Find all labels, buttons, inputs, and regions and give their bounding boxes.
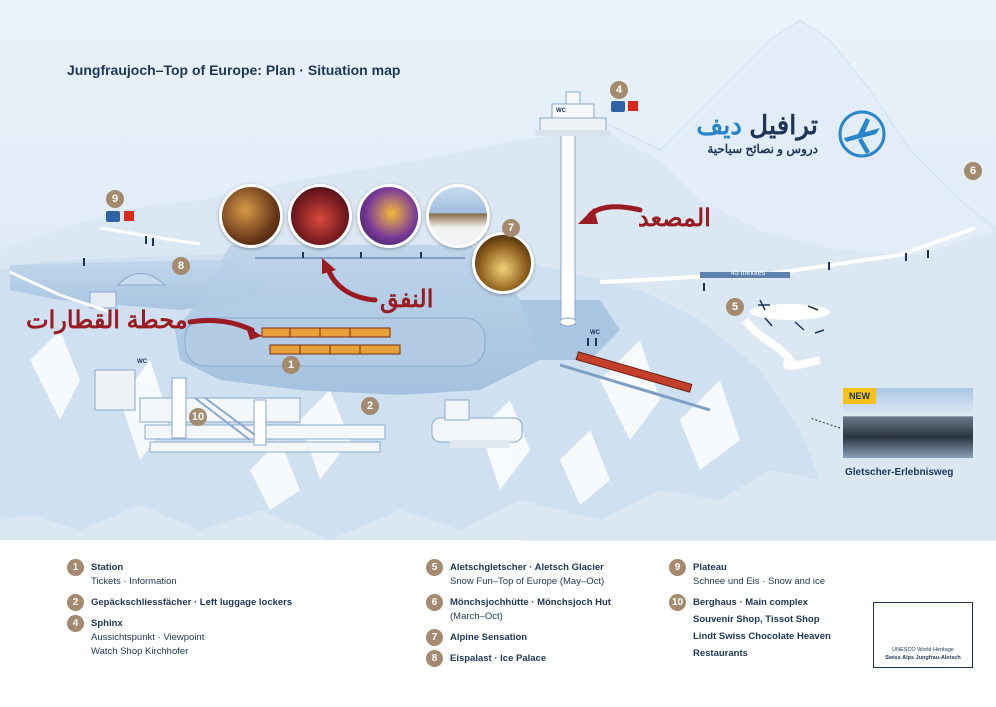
swiss-flag-icon <box>628 101 638 111</box>
map-badge-4: 4 <box>610 81 628 99</box>
unesco-line-2: Swiss Alps Jungfrau-Aletsch <box>885 655 961 661</box>
photo-snow-globe <box>472 232 534 294</box>
legend-number: 4 <box>67 615 84 632</box>
elevator-shaft <box>561 120 575 325</box>
legend-subtitle: Watch Shop Kirchhofer <box>91 646 189 657</box>
legend-item-6 <box>426 596 656 624</box>
legend-item-5 <box>426 561 656 589</box>
train-lower <box>270 345 400 354</box>
legend-subtitle: (March–Oct) <box>450 611 503 622</box>
annotation-elevator: المصعد <box>638 205 711 232</box>
legend-title: Sphinx <box>91 618 123 629</box>
wc-label: WC <box>590 330 600 336</box>
legend-title: Berghaus · Main complex <box>693 597 809 608</box>
legend-item-7 <box>426 631 656 645</box>
legend-subtitle: Lindt Swiss Chocolate Heaven <box>693 631 831 642</box>
map-title: Jungfraujoch–Top of Europe: Plan · Situation map <box>67 62 401 78</box>
brand-name <box>696 110 818 141</box>
legend-number: 9 <box>669 559 686 576</box>
legend-number: 1 <box>67 559 84 576</box>
legend-subtitle: Tickets · Information <box>91 576 177 587</box>
airplane-globe-icon <box>836 108 888 160</box>
photo-glacier-view <box>426 184 490 248</box>
legend-column-2 <box>426 561 656 673</box>
legend-title: Mönchsjochhütte · Mönchsjoch Hut <box>450 597 611 608</box>
legend-item-10 <box>669 596 859 661</box>
legend-number: 7 <box>426 629 443 646</box>
map-badge-2: 2 <box>361 397 379 415</box>
wc-label: WC <box>556 108 566 114</box>
photo-alpine-sensation <box>357 184 421 248</box>
map-badge-10: 10 <box>189 408 207 426</box>
legend-item-2 <box>67 596 367 610</box>
map-badge-9: 9 <box>106 190 124 208</box>
wc-label: WC <box>137 359 147 365</box>
legend-column-1 <box>67 561 367 666</box>
brand-name-accent: ديف <box>696 110 742 140</box>
legend-column-3 <box>669 561 859 668</box>
brand-logo-block <box>668 108 888 162</box>
swiss-flag-icon <box>124 211 134 221</box>
walk-time-label: 45 minutes <box>731 270 766 277</box>
legend-subtitle: Aussichtspunkt · Viewpoint <box>91 632 205 643</box>
station-hall <box>185 318 485 366</box>
legend-item-8 <box>426 652 656 666</box>
map-badge-1: 1 <box>282 356 300 374</box>
brand-tagline: دروس و نصائح سياحية <box>707 142 818 156</box>
legend-number: 6 <box>426 594 443 611</box>
new-badge: NEW <box>843 388 876 404</box>
legend-subtitle: Snow Fun–Top of Europe (May–Oct) <box>450 576 605 587</box>
photo-ice-palace <box>219 184 283 248</box>
legend-title: Gepäckschliessfächer · Left luggage lockers <box>91 597 293 608</box>
brand-name-main: ترافيل <box>749 110 818 140</box>
map-badge-5: 5 <box>726 298 744 316</box>
legend-title: Station <box>91 562 124 573</box>
legend-number: 2 <box>67 594 84 611</box>
new-attraction-card <box>843 388 973 458</box>
legend-number: 5 <box>426 559 443 576</box>
legend-item-4 <box>67 617 367 659</box>
unesco-badge <box>873 602 973 668</box>
train-upper <box>262 328 390 337</box>
camera-icon <box>611 101 625 112</box>
legend-item-1 <box>67 561 367 589</box>
annotation-station: محطة القطارات <box>26 307 188 334</box>
legend-number: 10 <box>669 594 686 611</box>
legend-subtitle: Schnee und Eis · Snow and ice <box>693 576 826 587</box>
annotation-tunnel: النفق <box>380 286 434 313</box>
map-badge-7: 7 <box>502 219 520 237</box>
legend-number: 8 <box>426 650 443 667</box>
unesco-line-1: UNESCO World Heritage <box>892 647 954 653</box>
legend-title: Eispalast · Ice Palace <box>450 653 547 664</box>
legend-title: Alpine Sensation <box>450 632 528 643</box>
legend-title: Aletschgletscher · Aletsch Glacier <box>450 562 604 573</box>
camera-icon <box>106 211 120 222</box>
map-badge-6: 6 <box>964 162 982 180</box>
photo-tunnel-visitors <box>288 184 352 248</box>
legend-subtitle: Restaurants <box>693 648 748 659</box>
new-attraction-label: Gletscher-Erlebnisweg <box>845 467 954 478</box>
legend-title: Plateau <box>693 562 727 573</box>
legend-item-9 <box>669 561 859 589</box>
legend-subtitle: Souvenir Shop, Tissot Shop <box>693 614 820 625</box>
map-badge-8: 8 <box>172 257 190 275</box>
